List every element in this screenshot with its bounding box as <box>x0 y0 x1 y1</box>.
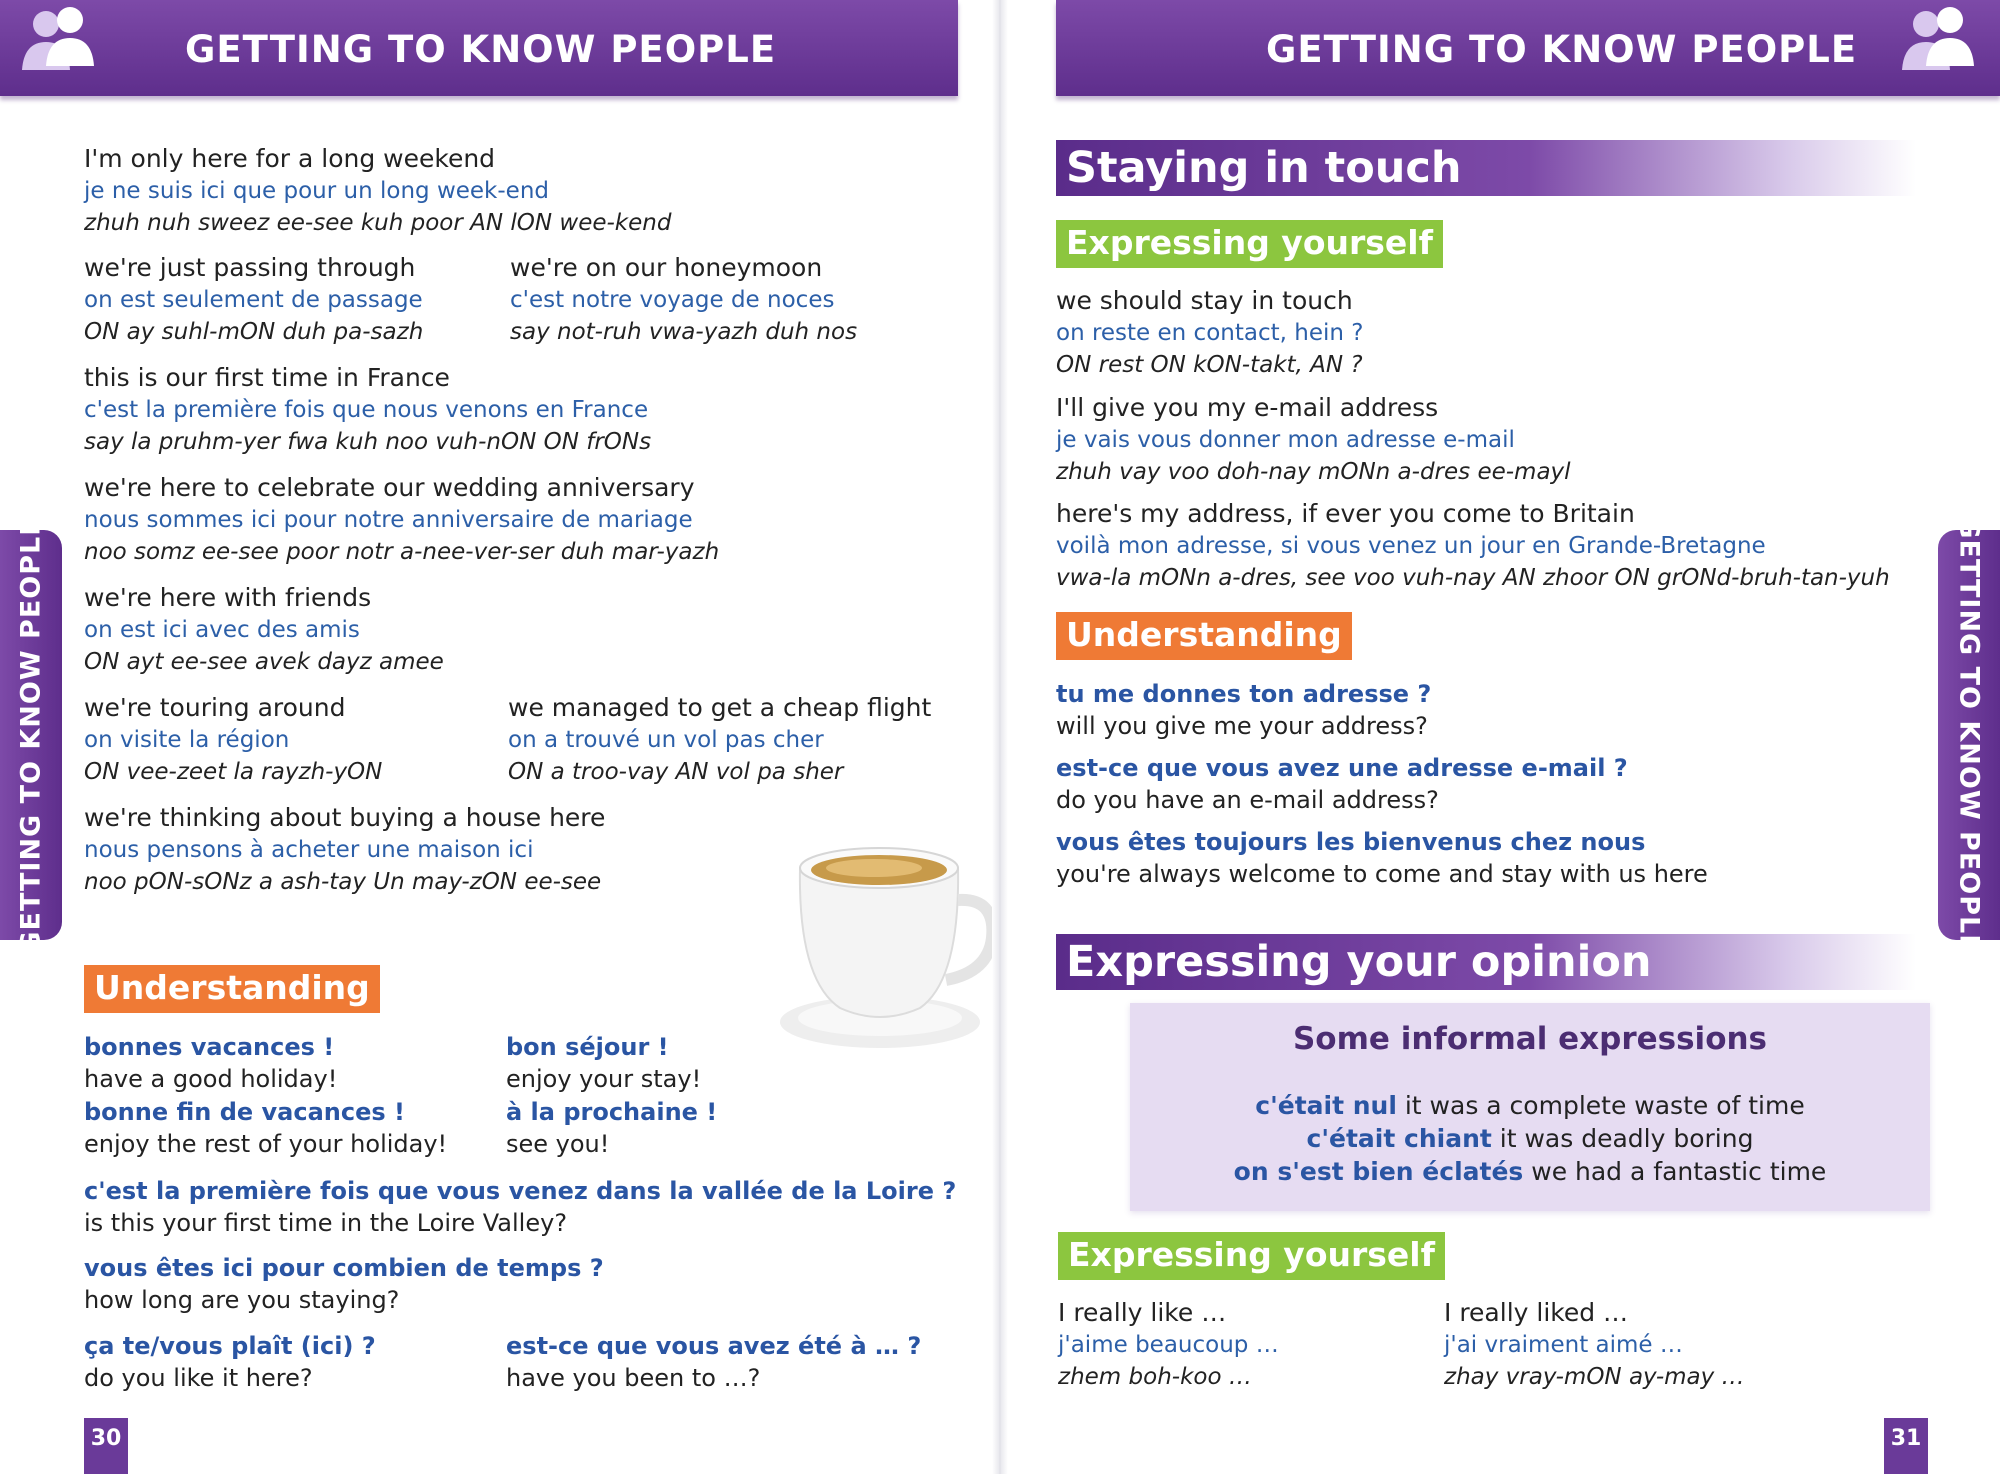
understanding-item <box>84 1252 604 1317</box>
side-tab <box>1938 516 2000 954</box>
page-header <box>0 0 958 96</box>
phrase-block <box>1444 1296 1745 1393</box>
english-translation: you're always welcome to come and stay with us here <box>1056 860 1708 888</box>
side-tab-label: GETTING TO KNOW PEOPLE <box>1953 516 1985 954</box>
english-phrase: I really liked … <box>1444 1298 1629 1327</box>
french-expression: est-ce que vous avez été à … ? <box>506 1332 922 1360</box>
side-tab-label: GETTING TO KNOW PEOPLE <box>15 516 47 954</box>
english-phrase: we're just passing through <box>84 253 416 282</box>
pronunciation: say not-ruh vwa-yazh duh nos <box>510 319 858 345</box>
understanding-item <box>84 1031 447 1161</box>
section-title: Expressing your opinion <box>1066 937 1652 987</box>
french-expression: vous êtes ici pour combien de temps ? <box>84 1254 604 1282</box>
french-phrase: c'est notre voyage de noces <box>510 287 835 313</box>
phrase-block <box>84 471 719 568</box>
expressing-yourself-label: Expressing yourself <box>1056 220 1443 268</box>
english-phrase: we're here with friends <box>84 583 372 612</box>
english-translation: how long are you staying? <box>84 1286 400 1314</box>
pronunciation: ON a troo-vay AN vol pa sher <box>508 759 844 785</box>
english-phrase: I'm only here for a long weekend <box>84 144 496 173</box>
section-title: Staying in touch <box>1066 143 1462 193</box>
page-title: GETTING TO KNOW PEOPLE <box>1266 28 1858 71</box>
french-phrase: c'est la première fois que nous venons en France <box>84 397 649 423</box>
phrase-block <box>84 251 423 348</box>
expression-line <box>1130 1157 1930 1186</box>
expression-line <box>1130 1124 1930 1153</box>
french-expression: ça te/vous plaît (ici) ? <box>84 1332 376 1360</box>
english-phrase: I'll give you my e-mail address <box>1056 393 1439 422</box>
phrase-block <box>508 691 931 788</box>
understanding-item <box>1056 826 1708 891</box>
french-expression: c'était chiant <box>1306 1124 1492 1153</box>
pronunciation: say la pruhm-yer fwa kuh noo vuh-nON ON frONs <box>84 429 652 455</box>
english-phrase: this is our first time in France <box>84 363 450 392</box>
french-phrase: nous pensons à acheter une maison ici <box>84 837 534 863</box>
phrase-block <box>1056 391 1571 488</box>
phrase-block <box>84 581 444 678</box>
french-expression: on s'est bien éclatés <box>1233 1157 1524 1186</box>
french-expression: tu me donnes ton adresse ? <box>1056 680 1432 708</box>
english-translation: do you like it here? <box>84 1364 313 1392</box>
section-band <box>1056 934 1916 990</box>
understanding-item <box>506 1330 921 1395</box>
phrase-block <box>84 361 651 458</box>
english-translation: it was deadly boring <box>1491 1124 1754 1153</box>
pronunciation: ON rest ON kON-takt, AN ? <box>1056 352 1363 378</box>
coffee-cup-image <box>770 830 1010 1060</box>
french-phrase: on a trouvé un vol pas cher <box>508 727 824 753</box>
french-expression: c'est la première fois que vous venez dans la vallée de la Loire ? <box>84 1177 957 1205</box>
section-band <box>1056 140 1916 196</box>
english-translation: do you have an e-mail address? <box>1056 786 1439 814</box>
understanding-item <box>84 1175 956 1240</box>
people-icon <box>1898 4 1978 76</box>
side-tab <box>0 516 62 954</box>
english-phrase: we managed to get a cheap flight <box>508 693 932 722</box>
phrase-block <box>84 801 605 898</box>
french-phrase: nous sommes ici pour notre anniversaire de mariage <box>84 507 693 533</box>
english-translation: enjoy the rest of your holiday! <box>84 1130 448 1158</box>
english-phrase: we should stay in touch <box>1056 286 1353 315</box>
french-expression: c'était nul <box>1255 1091 1397 1120</box>
english-phrase: we're thinking about buying a house here <box>84 803 606 832</box>
french-expression: à la prochaine ! <box>506 1098 718 1126</box>
english-phrase: we're here to celebrate our wedding anniversary <box>84 473 695 502</box>
french-phrase: j'ai vraiment aimé … <box>1444 1332 1683 1358</box>
informal-expressions-box <box>1130 1003 1930 1211</box>
french-phrase: on visite la région <box>84 727 290 753</box>
english-translation: have a good holiday! <box>84 1065 338 1093</box>
page-title: GETTING TO KNOW PEOPLE <box>185 28 777 71</box>
english-phrase: I really like … <box>1058 1298 1227 1327</box>
english-phrase: we're on our honeymoon <box>510 253 823 282</box>
pronunciation: vwa-la mONn a-dres, see voo vuh-nay AN zhoor ON grONd-bruh-tan-yuh <box>1056 565 1890 591</box>
pronunciation: noo somz ee-see poor notr a-nee-ver-ser duh mar-yazh <box>84 539 720 565</box>
phrase-block <box>84 142 671 239</box>
french-phrase: on est ici avec des amis <box>84 617 360 643</box>
french-expression: est-ce que vous avez une adresse e-mail ? <box>1056 754 1628 782</box>
french-expression: bonnes vacances ! <box>84 1033 335 1061</box>
phrase-block <box>1056 497 1890 594</box>
phrase-block <box>1056 284 1363 381</box>
french-expression: bon séjour ! <box>506 1033 669 1061</box>
right-page <box>1000 0 2000 1474</box>
english-phrase: we're touring around <box>84 693 346 722</box>
understanding-item <box>506 1031 717 1161</box>
english-phrase: here's my address, if ever you come to Britain <box>1056 499 1635 528</box>
pronunciation: ON ayt ee-see avek dayz amee <box>84 649 444 675</box>
phrase-block <box>510 251 857 348</box>
english-translation: will you give me your address? <box>1056 712 1428 740</box>
french-phrase: on est seulement de passage <box>84 287 423 313</box>
english-translation: enjoy your stay! <box>506 1065 702 1093</box>
understanding-item <box>84 1330 376 1395</box>
box-title: Some informal expressions <box>1292 1021 1768 1057</box>
understanding-label: Understanding <box>1056 612 1352 660</box>
french-expression: bonne fin de vacances ! <box>84 1098 405 1126</box>
english-translation: is this your first time in the Loire Valley? <box>84 1209 568 1237</box>
french-expression: vous êtes toujours les bienvenus chez nous <box>1056 828 1646 856</box>
english-translation: it was a complete waste of time <box>1396 1091 1805 1120</box>
pronunciation: zhem boh-koo … <box>1058 1364 1252 1390</box>
pronunciation: zhuh vay voo doh-nay mONn a-dres ee-mayl <box>1056 459 1571 485</box>
page-number: 31 <box>1884 1418 1928 1474</box>
expression-line <box>1130 1091 1930 1120</box>
page-header <box>1056 0 2000 96</box>
english-translation: we had a fantastic time <box>1523 1157 1827 1186</box>
french-phrase: j'aime beaucoup … <box>1058 1332 1279 1358</box>
understanding-item <box>1056 752 1628 817</box>
people-icon <box>18 4 98 76</box>
expressing-yourself-label: Expressing yourself <box>1058 1232 1445 1280</box>
pronunciation: noo pON-sONz a ash-tay Un may-zON ee-see <box>84 869 602 895</box>
french-phrase: je ne suis ici que pour un long week-end <box>84 178 549 204</box>
phrase-block <box>84 691 382 788</box>
french-phrase: on reste en contact, hein ? <box>1056 320 1364 346</box>
phrase-block <box>1058 1296 1279 1393</box>
french-phrase: je vais vous donner mon adresse e-mail <box>1056 427 1515 453</box>
pronunciation: zhay vray-mON ay-may … <box>1444 1364 1745 1390</box>
french-phrase: voilà mon adresse, si vous venez un jour en Grande-Bretagne <box>1056 533 1766 559</box>
understanding-label: Understanding <box>84 965 380 1013</box>
pronunciation: zhuh nuh sweez ee-see kuh poor AN lON wee-kend <box>84 210 672 236</box>
pronunciation: ON vee-zeet la rayzh-yON <box>84 759 383 785</box>
pronunciation: ON ay suhl-mON duh pa-sazh <box>84 319 424 345</box>
english-translation: have you been to …? <box>506 1364 761 1392</box>
page-number: 30 <box>84 1418 128 1474</box>
understanding-item <box>1056 678 1431 743</box>
english-translation: see you! <box>506 1130 610 1158</box>
